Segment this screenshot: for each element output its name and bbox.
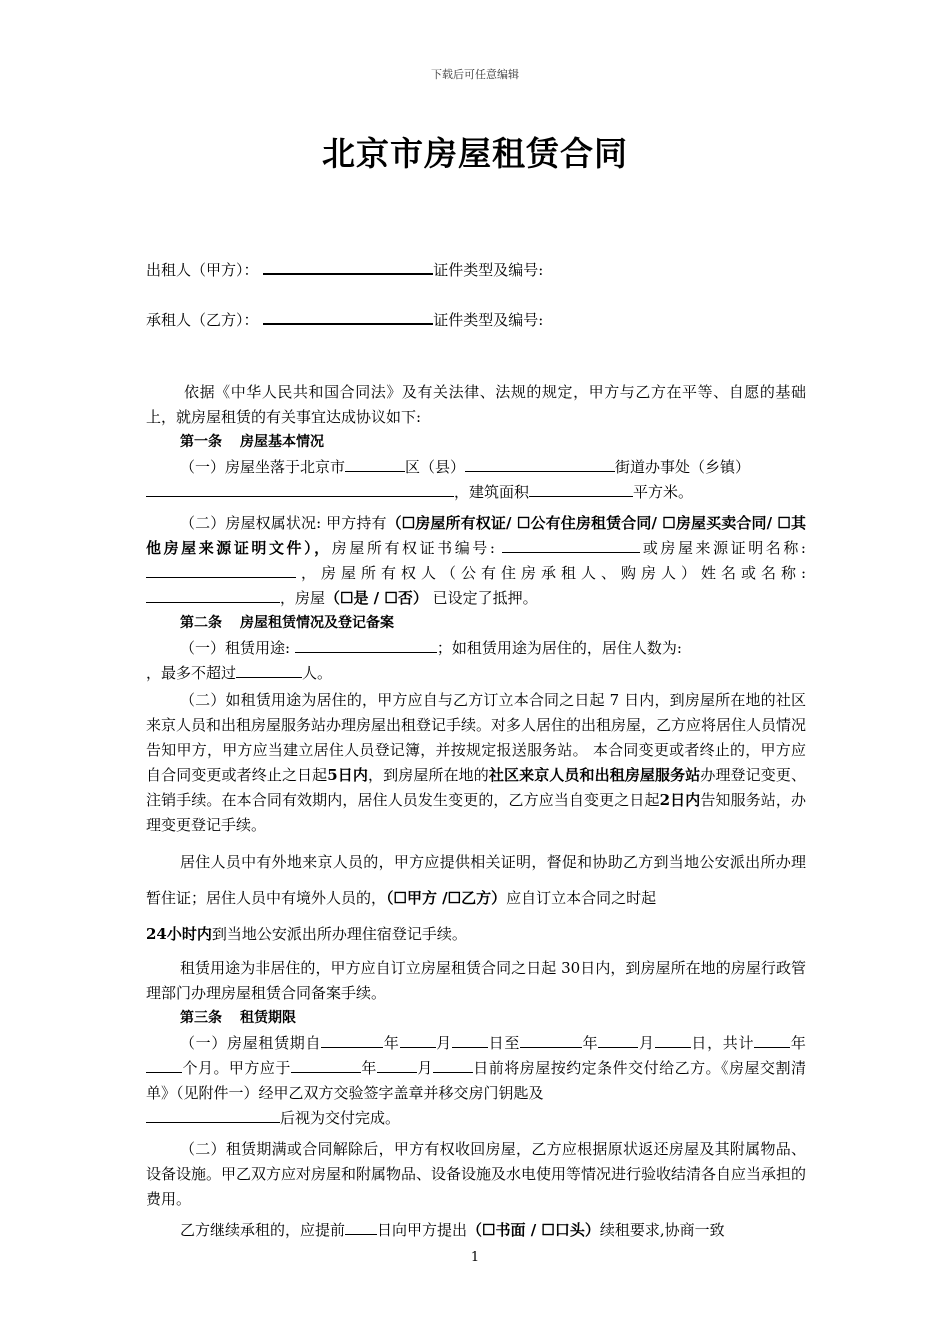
clause-text: 年: [790, 1034, 806, 1052]
address-field[interactable]: [146, 481, 454, 497]
term-months-field[interactable]: [146, 1057, 182, 1073]
clause-text: 平方米。: [633, 483, 694, 501]
lessee-id-label: 证件类型及编号:: [433, 311, 544, 329]
renewal-days-field[interactable]: [345, 1219, 377, 1235]
start-year-field[interactable]: [321, 1032, 383, 1048]
max-occupants-field[interactable]: [236, 662, 302, 678]
clause-text: ，房屋所有权人（公有住房承租人、购房人）姓名或名称:: [296, 564, 806, 582]
clause-text: ，最多不超过: [146, 664, 237, 682]
article-3-paragraph-3: [146, 1218, 806, 1243]
clause-text: 个月。甲方应于: [182, 1059, 291, 1077]
article-2-heading: [146, 611, 806, 636]
clause-text: 乙方继续承租的，应提前: [180, 1221, 346, 1239]
certificate-name-field[interactable]: [146, 562, 296, 578]
clause-text: 年: [360, 1059, 377, 1077]
article-1-title: 房屋基本情况: [240, 434, 324, 450]
clause-text: ，建筑面积: [454, 483, 530, 501]
article-3-clause-2: （二）租赁期满或合同解除后，甲方有权收回房屋，乙方应根据原状返还房屋及其附属物品、设备设施。甲乙双方应对房屋和附属物品、设备设施及水电使用等情况进行验收结清各自应当承担的费用。: [146, 1140, 807, 1208]
lessor-label: 出租人（甲方）：: [146, 261, 259, 279]
deadline-2-days: 2日内: [659, 791, 701, 809]
street-field[interactable]: [465, 456, 615, 472]
purpose-field[interactable]: [295, 637, 437, 653]
area-field[interactable]: [529, 481, 633, 497]
clause-text: 应自订立本合同之时起: [506, 889, 657, 907]
clause-text: 人。: [302, 664, 333, 682]
article-3-heading: [146, 1006, 806, 1031]
article-3-clause-1: [146, 1031, 806, 1131]
delivery-year-field[interactable]: [291, 1057, 361, 1073]
service-station-name: 社区来京人员和出租房屋服务站: [488, 766, 701, 784]
clause-text: 日向甲方提出: [377, 1221, 468, 1239]
article-2-number: 第二条: [180, 615, 222, 631]
article-2-paragraph-4: 租赁用途为非居住的，甲方应自订立房屋租赁合同之日起 30日内，到房屋所在地的房屋行政管理部门办理房屋租赁合同备案手续。: [146, 959, 806, 1002]
end-day-field[interactable]: [655, 1032, 691, 1048]
clause-text: ，到房屋所在地的: [368, 766, 489, 784]
article-2-clause-1: [146, 636, 806, 686]
article-2-title: 房屋租赁情况及登记备案: [240, 615, 394, 631]
lessee-line: [146, 308, 543, 330]
clause-text: ，房屋: [280, 589, 326, 607]
clause-text: 日: [487, 1034, 505, 1052]
lessee-name-field[interactable]: [263, 308, 433, 325]
clause-text: 月: [638, 1034, 655, 1052]
page-number: 1: [470, 1250, 480, 1265]
handover-items-field[interactable]: [146, 1107, 280, 1123]
end-year-field[interactable]: [520, 1032, 582, 1048]
contract-body: [146, 380, 806, 1243]
ownership-options: （☐房屋所有权证/ ☐公有住房租赁合同/ ☐房屋买卖合同/ ☐其他房屋来源证明文件），: [146, 514, 806, 557]
clause-text: 日前将房屋按约定条件交付给乙方。《房屋交割清单》（见附件一）经甲乙双方交验签字盖章并移交房门钥匙及: [146, 1059, 806, 1102]
clause-text: 年: [383, 1034, 400, 1052]
clause-text: 房屋所有权证书编号:: [331, 539, 495, 557]
article-1-clause-2: [146, 511, 806, 611]
document-title: 北京市房屋租赁合同: [322, 134, 628, 173]
clause-text: 已设定了抵押。: [432, 589, 538, 607]
article-1-clause-1: [146, 455, 806, 505]
clause-text: 年: [582, 1034, 599, 1052]
intro-paragraph: 依据《中华人民共和国合同法》及有关法律、法规的规定，甲方与乙方在平等、自愿的基础上，就房屋租赁的有关事宜达成协议如下:: [146, 383, 806, 426]
deadline-5-days: 5日内: [327, 766, 369, 784]
clause-text: 到当地公安派出所办理住宿登记手续。: [211, 925, 467, 943]
clause-text: 或房屋来源证明名称:: [640, 539, 806, 557]
clause-text: 居住人员中有外地来京人员的，甲方应提供相关证明，督促和协助乙方到当地公安派出所办理暂住证；居住人员中有境外人员的，: [146, 853, 806, 907]
article-2-clause-2: [146, 688, 806, 838]
term-years-field[interactable]: [754, 1032, 790, 1048]
clause-text: 区（县）: [405, 458, 466, 476]
lessee-label: 承租人（乙方）：: [146, 311, 259, 329]
clause-text: 日，共计: [690, 1034, 755, 1052]
mortgage-options: （☐是 / ☐否）: [325, 589, 428, 607]
clause-text: （一）租赁用途:: [180, 639, 291, 657]
clause-text: 月: [435, 1034, 452, 1052]
clause-text: （一）房屋租赁期自: [180, 1034, 322, 1052]
start-day-field[interactable]: [452, 1032, 488, 1048]
start-month-field[interactable]: [400, 1032, 436, 1048]
clause-text: ；如租赁用途为居住的，居住人数为:: [436, 639, 682, 657]
article-2-paragraph-3: [146, 844, 806, 952]
owner-name-field[interactable]: [146, 587, 280, 603]
clause-text: 告知服务站，办理变更登记手续。: [146, 791, 806, 834]
article-1-number: 第一条: [180, 434, 222, 450]
clause-text: 街道办事处（乡镇）: [615, 458, 751, 476]
lessor-line: [146, 258, 543, 280]
clause-text: 后视为交付完成。: [280, 1109, 401, 1127]
deadline-24-hours: 24小时内: [146, 925, 212, 943]
delivery-month-field[interactable]: [377, 1057, 417, 1073]
clause-text: （二）房屋权属状况: 甲方持有: [180, 514, 387, 532]
article-1-heading: [146, 430, 806, 455]
clause-text: 月: [416, 1059, 433, 1077]
lessor-name-field[interactable]: [263, 258, 433, 275]
delivery-day-field[interactable]: [433, 1057, 473, 1073]
article-3-number: 第三条: [180, 1010, 222, 1026]
certificate-number-field[interactable]: [502, 537, 640, 553]
header-note: 下载后可任意编辑: [431, 68, 519, 81]
clause-text: （一）房屋坐落于北京市: [180, 458, 346, 476]
renewal-form-options: （☐书面 / ☐口头）: [467, 1221, 600, 1239]
clause-text: 续租要求,协商一致: [599, 1221, 725, 1239]
clause-text: 至: [504, 1034, 520, 1052]
responsible-party-options: （☐甲方 /☐乙方）: [386, 889, 507, 907]
end-month-field[interactable]: [598, 1032, 638, 1048]
lessor-id-label: 证件类型及编号:: [433, 261, 544, 279]
district-field[interactable]: [345, 456, 405, 472]
clause-text: （二）如租赁用途为居住的，甲方应自与乙方订立本合同之日起 7 日内，到房屋所在地的社区来京人员和出租房屋服务站办理房屋出租登记手续。对多人居住的出租房屋，乙方应将居住人员情况告知甲方，甲方应当建立居住人员登记簿，并按规定报送服务站。 本合同变更或者终止的，甲方应自合同变更或者终止之日起: [146, 691, 807, 784]
article-3-title: 租赁期限: [240, 1010, 296, 1026]
clause-text: 办理登记变更、注销手续。在本合同有效期内，居住人员发生变更的，乙方应当自变更之日起: [146, 766, 806, 809]
